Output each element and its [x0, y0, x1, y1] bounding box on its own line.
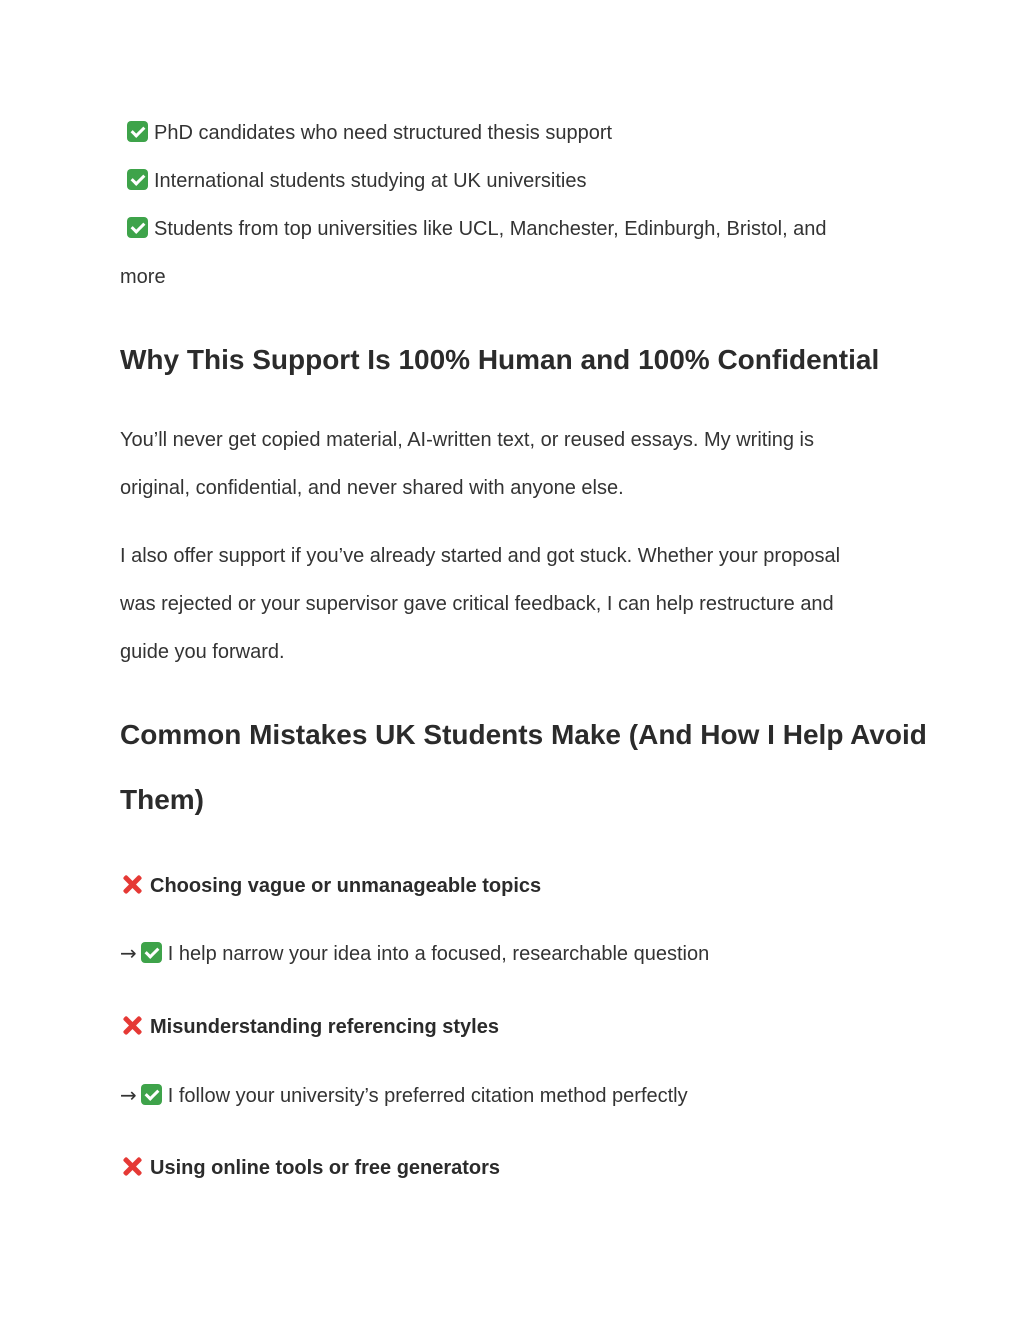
solution-item: → I help narrow your idea into a focused, researchable question	[120, 941, 710, 965]
audience-item: Students from top universities like UCL, Manchester, Edinburgh, Bristol, and	[127, 217, 827, 241]
paragraph-line: was rejected or your supervisor gave critical feedback, I can help restructure and	[120, 593, 834, 615]
solution-item: → I follow your university’s preferred citation method perfectly	[120, 1083, 688, 1107]
section-heading-common-mistakes-continuation: Them)	[120, 784, 204, 815]
audience-item: International students studying at UK universities	[127, 169, 586, 193]
cross-icon	[120, 1013, 144, 1037]
mistake-item: Misunderstanding referencing styles	[120, 1013, 499, 1039]
cross-icon	[120, 872, 144, 896]
cross-icon	[120, 1154, 144, 1178]
audience-item-continuation: more	[120, 266, 166, 288]
right-arrow-icon: →	[120, 941, 137, 965]
paragraph-line: original, confidential, and never shared with anyone else.	[120, 477, 624, 499]
mistake-item: Using online tools or free generators	[120, 1154, 500, 1180]
check-icon	[127, 169, 148, 190]
mistake-item: Choosing vague or unmanageable topics	[120, 872, 541, 898]
check-icon	[141, 942, 162, 963]
check-icon	[141, 1084, 162, 1105]
section-heading-common-mistakes: Common Mistakes UK Students Make (And How I Help Avoid	[120, 719, 927, 750]
section-heading-human-confidential: Why This Support Is 100% Human and 100% Confidential	[120, 344, 880, 375]
paragraph-line: I also offer support if you’ve already started and got stuck. Whether your proposal	[120, 545, 841, 567]
check-icon	[127, 121, 148, 142]
audience-item: PhD candidates who need structured thesis support	[127, 121, 612, 145]
paragraph-line: guide you forward.	[120, 641, 285, 663]
right-arrow-icon: →	[120, 1083, 137, 1107]
paragraph-line: You’ll never get copied material, AI-written text, or reused essays. My writing is	[120, 429, 815, 451]
check-icon	[127, 217, 148, 238]
